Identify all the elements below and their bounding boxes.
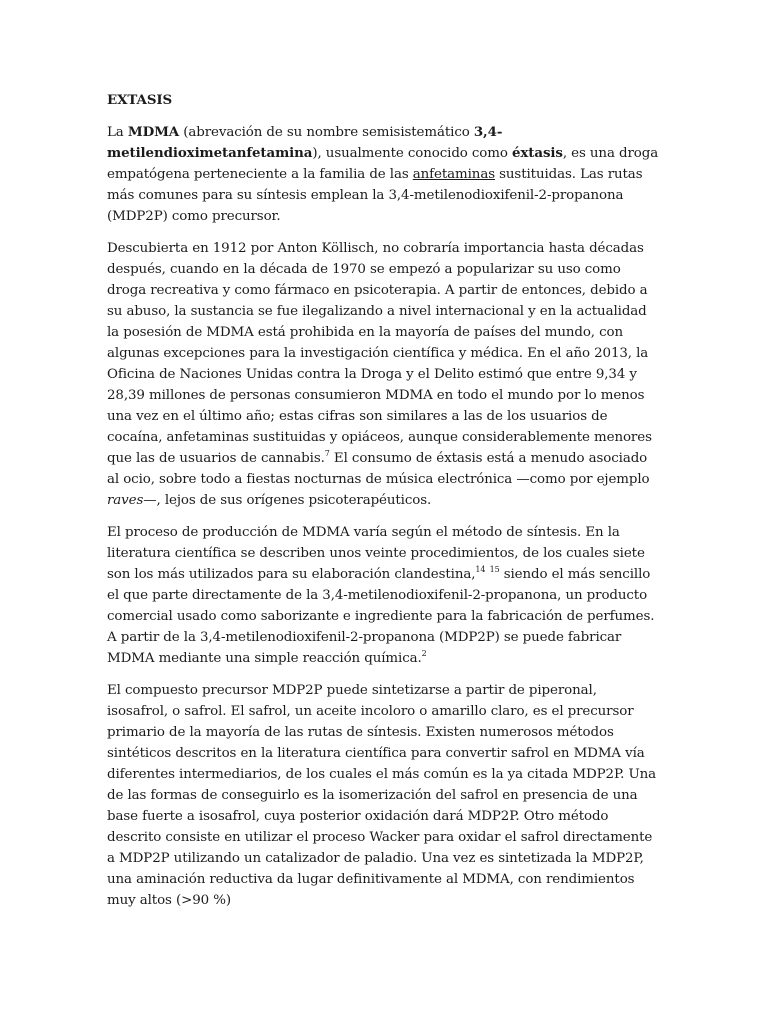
text-run: siendo el más sencillo el que parte directamente de la 3,4-metilenodioxifenil-2-propanona, un producto comercial usado como saborizante e ingrediente para la fabricación de perfumes. A partir de la 3,4-metilenodioxifenil-2-propanona (MDP2P) se puede fabricar MDMA mediante una simple reacción química. [107, 567, 655, 666]
paragraph-intro [107, 122, 660, 227]
reference-superscript: 7 [324, 449, 330, 458]
text-run: (abrevación de su nombre semisistemático [179, 125, 474, 140]
link-anfetaminas[interactable]: anfetaminas [412, 167, 495, 182]
paragraph-synthesis [107, 680, 660, 911]
document-body [107, 90, 660, 922]
reference-superscript: 15 [489, 565, 500, 574]
text-run: El consumo de éxtasis está a menudo asociado al ocio, sobre todo a fiestas nocturnas de música electrónica —como por ejemplo [107, 451, 650, 487]
text-run: , es una droga empatógena perteneciente a la familia de las [107, 146, 659, 182]
term-iupac-name: 3,4-metilendioximetanfetamina [107, 124, 503, 161]
term-extasis: éxtasis [512, 145, 563, 161]
text-run: La [107, 125, 128, 140]
reference-superscript: 14 [475, 565, 486, 574]
text-run: sustituidas. Las rutas más comunes para su síntesis emplean la 3,4-metilenodioxifenil-2-propanona (MDP2P) como precursor. [107, 167, 643, 224]
paragraph-history [107, 238, 660, 511]
text-run: El compuesto precursor MDP2P puede sintetizarse a partir de piperonal, isosafrol, o safrol. El safrol, un aceite incoloro o amarillo claro, es el precursor primario de la mayoría de las rutas de síntesis. Existen numerosos métodos sintéticos descritos en la literatura científica para convertir safrol en MDMA vía diferentes intermediarios, de los cuales el más común es la ya citada MDP2P. Una de las formas de conseguirlo es la isomerización del safrol en presencia de una base fuerte a isosafrol, cuya posterior oxidación dará MDP2P. Otro método descrito consiste en utilizar el proceso Wacker para oxidar el safrol directamente a MDP2P utilizando un catalizador de paladio. Una vez es sintetizada la MDP2P, una aminación reductiva da lugar definitivamente al MDMA, con rendimientos muy altos (>90 %) [107, 683, 657, 908]
paragraph-production [107, 522, 660, 669]
reference-superscript: 2 [421, 649, 427, 658]
text-run: Descubierta en 1912 por Anton Köllisch, no cobraría importancia hasta décadas después, cuando en la década de 1970 se empezó a popularizar su uso como droga recreativa y como fármaco en psicoterapia. A partir de entonces, debido a su abuso, la sustancia se fue ilegalizando a nivel internacional y en la actualidad la posesión de MDMA está prohibida en la mayoría de países del mundo, con algunas excepciones para la investigación científica y médica. En el año 2013, la Oficina de Naciones Unidas contra la Droga y el Delito estimó que entre 9,34 y 28,39 millones de personas consumieron MDMA en todo el mundo por lo menos una vez en el último año; estas cifras son similares a las de los usuarios de cocaína, anfetaminas sustituidas y opiáceos, aunque considerablemente menores que las de usuarios de cannabis. [107, 241, 652, 466]
term-raves: raves [107, 493, 144, 508]
document-title: EXTASIS [107, 92, 173, 108]
text-run: El proceso de producción de MDMA varía según el método de síntesis. En la literatura científica se describen unos veinte procedimientos, de los cuales siete son los más utilizados para su elaboración clandestina, [107, 525, 645, 582]
text-run: —, lejos de sus orígenes psicoterapéuticos. [143, 493, 432, 508]
term-mdma: MDMA [127, 124, 180, 140]
text-run: ), usualmente conocido como [312, 146, 512, 161]
